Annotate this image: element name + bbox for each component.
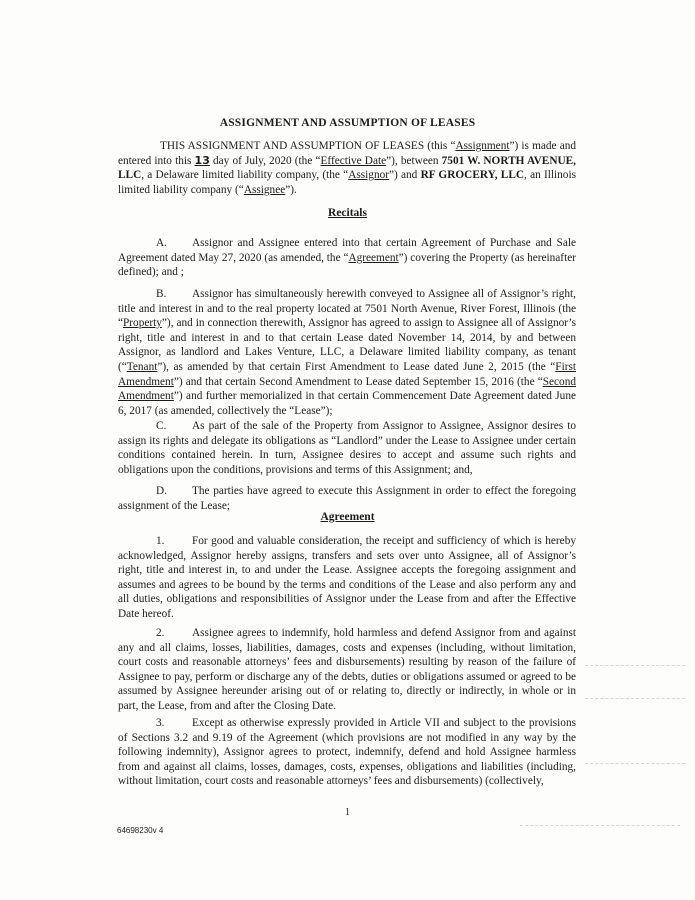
recitals-heading: Recitals (328, 207, 367, 219)
section-1: 1. For good and valuable consideration, the receipt and sufficiency of which is hereby acknowledged, Assignor hereby assigns, transfers and sets over unto Assignee, all of Assignor’s right, title and interest in, to and under the Lease. Assignee accepts the foregoing assignment and assumes and agrees to be bound by the terms and conditions of the Lease and also perform any and all duties, obligations and responsibilities of Assignor under the Lease from and after the Effective Date hereof. (118, 535, 576, 620)
intro-paragraph: THIS ASSIGNMENT AND ASSUMPTION OF LEASES (this “Assignment”) is made and entered into this 13 day of July, 2020 (the “Effective Date”), between 7501 W. NORTH AVENUE, LLC, a Delaware limited liability company, (the “Assignor”) and RF GROCERY, LLC, an Illinois limited liability company (“Assignee”). (118, 140, 577, 196)
scan-artifact-line (585, 665, 685, 666)
recital-d: D. The parties have agreed to execute this Assignment in order to effect the foregoing assignment of the Lease; (118, 485, 576, 512)
scan-artifact-line (585, 698, 685, 699)
recital-a: A. Assignor and Assignee entered into that certain Agreement of Purchase and Sale Agreement dated May 27, 2020 (as amended, the “Agreement”) covering the Property (as hereinafter defined); and ; (118, 237, 576, 279)
document-title: ASSIGNMENT AND ASSUMPTION OF LEASES (219, 117, 476, 129)
handwritten-day: 13 (194, 153, 210, 167)
scan-artifact-line (520, 825, 680, 826)
recital-b: B. Assignor has simultaneously herewith conveyed to Assignee all of Assignor’s right, title and interest in and to the real property located at 7501 North Avenue, River Forest, Illinois (the “Property”), and in connection therewith, Assignor has agreed to assign to Assignee all of Assignor’s right, title and interest in and to that certain Lease dated November 14, 2014, by and between Assignor, as landlord and Lakes Venture, LLC, a Delaware limited liability company, as tenant (“Tenant”), as amended by that certain First Amendment to Lease dated June 2, 2015 (the “First Amendment”) and that certain Second Amendment to Lease dated September 15, 2016 (the “Second Amendment”) and further memorialized in that certain Commencement Date Agreement dated June 6, 2017 (as amended, collectively the “Lease”); (118, 288, 576, 417)
document-id: 64698230v 4 (117, 826, 164, 835)
agreement-heading: Agreement (320, 511, 375, 523)
recital-c: C. As part of the sale of the Property from Assignor to Assignee, Assignor desires to assign its rights and delegate its obligations as “Landlord” under the Lease to Assignee under certain conditions contained herein. In turn, Assignee desires to accept and assume such rights and obligations upon the conditions, provisions and terms of this Assignment; and, (118, 420, 576, 476)
page-number: 1 (345, 807, 350, 818)
section-2: 2. Assignee agrees to indemnify, hold harmless and defend Assignor from and against any and all claims, losses, liabilities, damages, costs and expenses (including, without limitation, court costs and reasonable attorneys’ fees and disbursements) resulting by reason of the failure of Assignee to pay, perform or discharge any of the debts, duties or obligations assumed or agreed to be assumed by Assignee hereunder arising out of or relating to, directly or indirectly, in whole or in part, the Lease, from and after the Closing Date. (118, 627, 576, 712)
section-3: 3. Except as otherwise expressly provided in Article VII and subject to the provisions of Sections 3.2 and 9.19 of the Agreement (which provisions are not modified in any way by the following indemnity), Assignor agrees to protect, indemnify, defend and hold Assignee harmless from and against all claims, losses, damages, costs, expenses, obligations and liabilities (including, without limitation, court costs and reasonable attorneys’ fees and disbursements) (collectively, (118, 717, 576, 788)
scan-artifact-line (585, 763, 685, 764)
